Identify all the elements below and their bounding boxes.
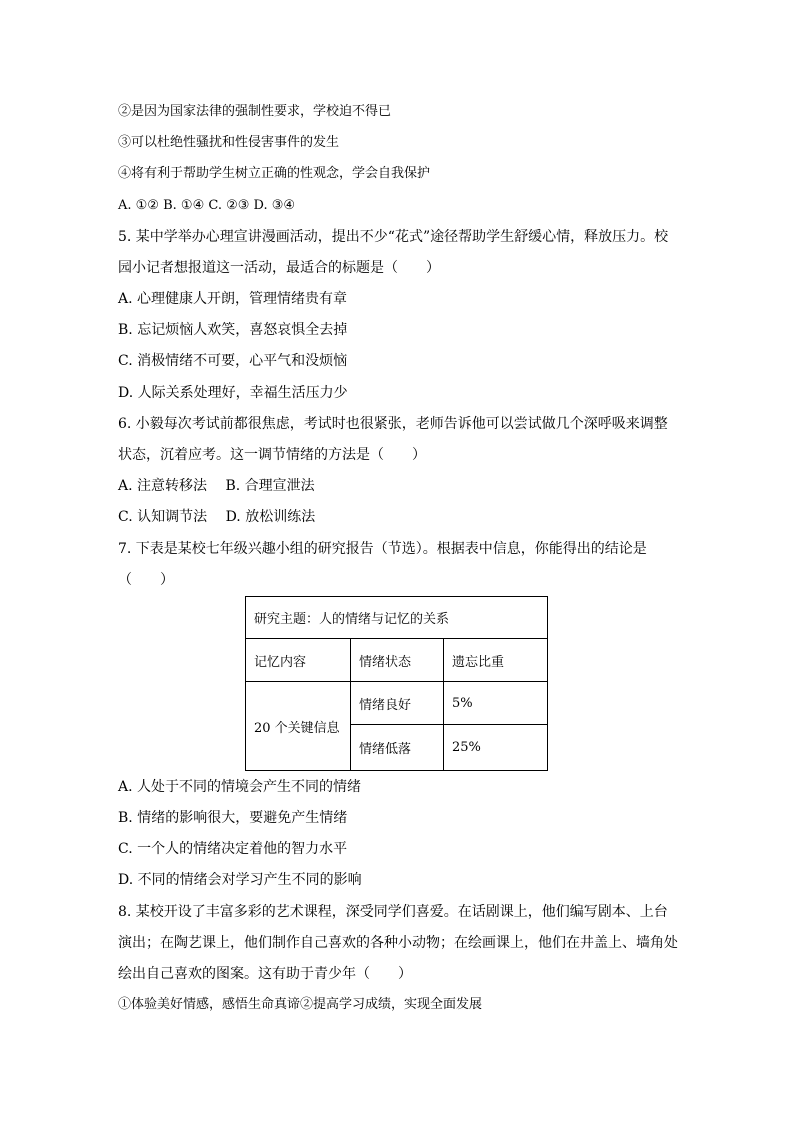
q8-options: ①体验美好情感，感悟生命真谛②提高学习成绩，实现全面发展 <box>118 997 483 1012</box>
q7-choice-d: D. 不同的情绪会对学习产生不同的影响 <box>118 872 362 888</box>
q5-stem-line-2: 园小记者想报道这一活动，最适合的标题是（ ） <box>118 260 440 276</box>
research-table <box>245 596 548 771</box>
header-memory-content: 记忆内容 <box>246 639 351 682</box>
emotion-state-cell: 情绪良好 <box>351 682 444 725</box>
q5-choice-c: C. 消极情绪不可要，心平气和没烦恼 <box>118 353 348 369</box>
header-emotion-state: 情绪状态 <box>351 639 444 682</box>
q6-choices-ab: A. 注意转移法 B. 合理宣泄法 <box>118 478 315 494</box>
memory-content-cell: 20 个关键信息 <box>246 682 351 771</box>
forget-ratio-cell: 5% <box>444 682 548 725</box>
header-forget-ratio: 遗忘比重 <box>444 639 548 682</box>
q6-stem-line-1: 6. 小毅每次考试前都很焦虑，考试时也很紧张，老师告诉他可以尝试做几个深呼吸来调整 <box>118 416 668 432</box>
q4-option-4: ④将有利于帮助学生树立正确的性观念，学会自我保护 <box>118 166 431 181</box>
q4-option-2: ②是因为国家法律的强制性要求，学校迫不得已 <box>118 104 392 119</box>
q7-stem-line-1: 7. 下表是某校七年级兴趣小组的研究报告（节选）。根据表中信息，你能得出的结论是 <box>118 541 647 557</box>
q7-choice-a: A. 人处于不同的情境会产生不同的情绪 <box>118 779 362 795</box>
q7-choice-b: B. 情绪的影响很大，要避免产生情绪 <box>118 810 348 826</box>
q5-stem-line-1: 5. 某中学举办心理宣讲漫画活动，提出不少“花式”途径帮助学生舒缓心情，释放压力。校 <box>118 229 669 245</box>
q5-choice-a: A. 心理健康人开朗，管理情绪贵有章 <box>118 291 348 307</box>
q5-choice-d: D. 人际关系处理好，幸福生活压力少 <box>118 385 348 401</box>
q7-stem-line-2: （ ） <box>118 572 174 588</box>
q4-option-3: ③可以杜绝性骚扰和性侵害事件的发生 <box>118 135 340 150</box>
q6-choices-cd: C. 认知调节法 D. 放松训练法 <box>118 509 316 525</box>
q8-stem-line-3: 绘出自己喜欢的图案。这有助于青少年（ ） <box>118 966 412 982</box>
q7-choice-c: C. 一个人的情绪决定着他的智力水平 <box>118 841 348 857</box>
research-topic-cell: 研究主题：人的情绪与记忆的关系 <box>246 597 548 639</box>
q8-stem-line-2: 演出；在陶艺课上，他们制作自己喜欢的各种小动物；在绘画课上，他们在井盖上、墙角处 <box>118 935 678 951</box>
q4-choices: A. ①② B. ①④ C. ②③ D. ③④ <box>118 198 296 213</box>
q5-choice-b: B. 忘记烦恼人欢笑，喜怒哀惧全去掉 <box>118 322 348 338</box>
emotion-state-cell: 情绪低落 <box>351 725 444 771</box>
q6-stem-line-2: 状态，沉着应考。这一调节情绪的方法是（ ） <box>118 447 426 463</box>
forget-ratio-cell: 25% <box>444 725 548 771</box>
q8-stem-line-1: 8. 某校开设了丰富多彩的艺术课程，深受同学们喜爱。在话剧课上，他们编写剧本、上台 <box>118 904 668 920</box>
